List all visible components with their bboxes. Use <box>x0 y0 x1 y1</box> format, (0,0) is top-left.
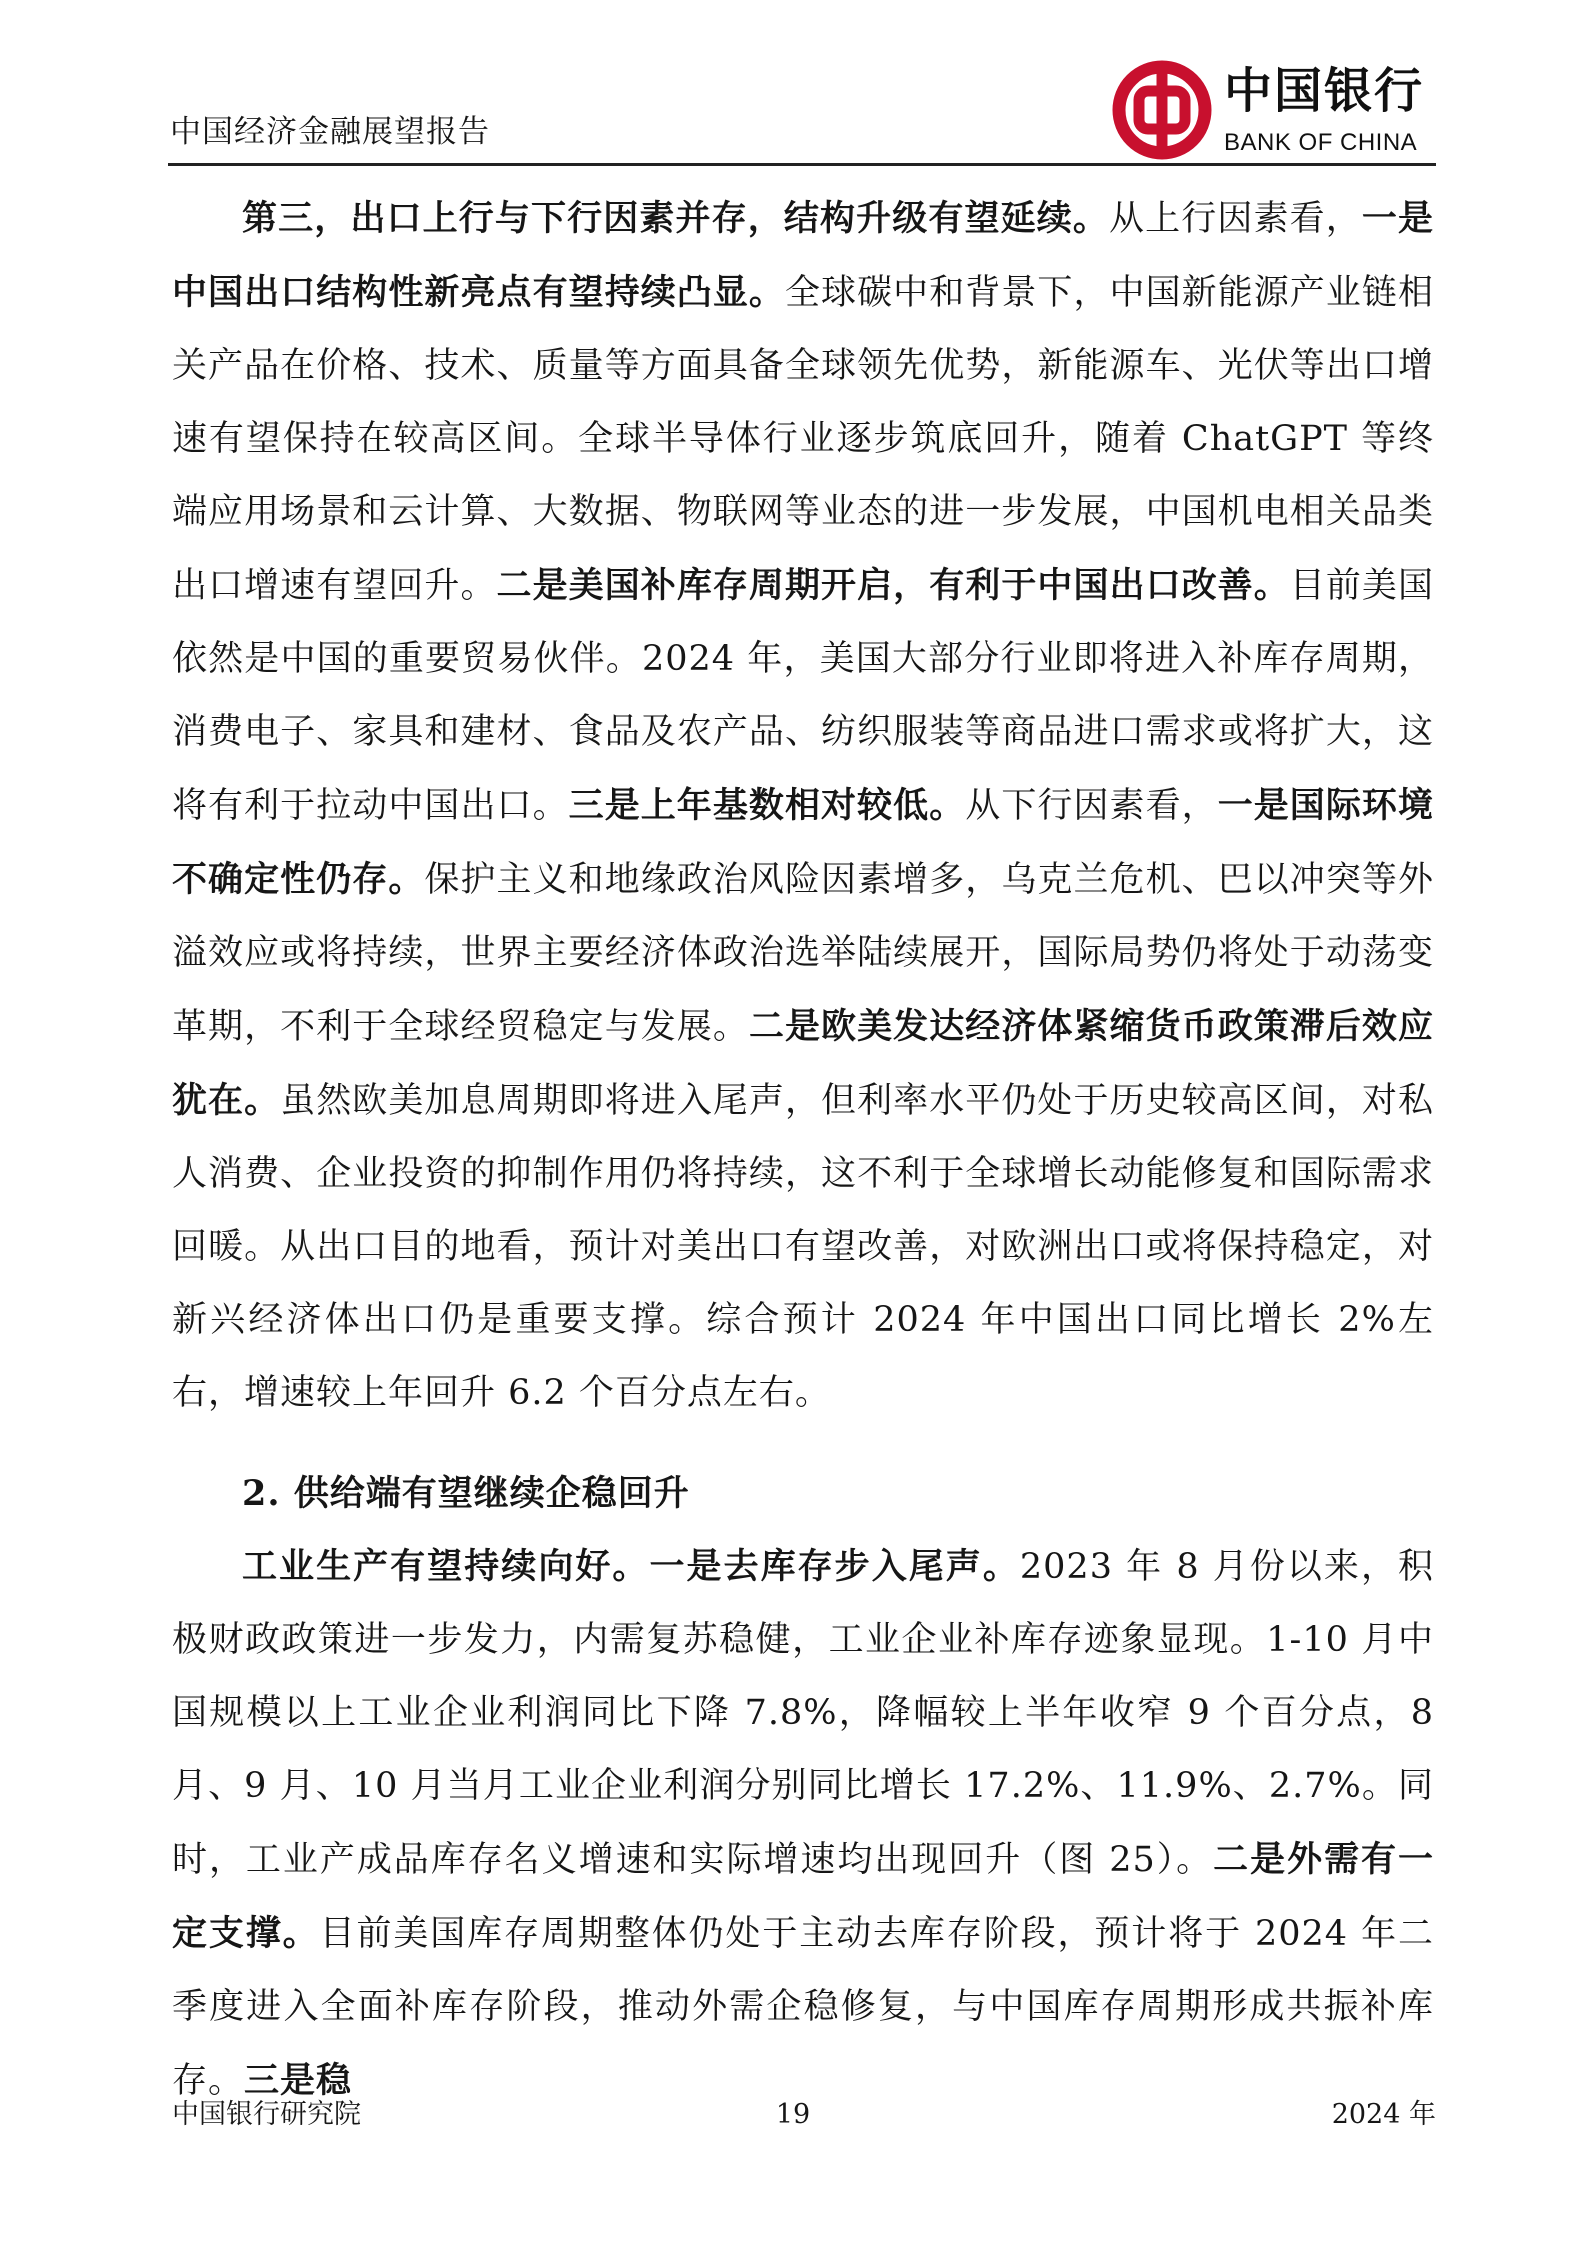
bank-of-china-emblem-icon <box>1112 60 1212 160</box>
text-run: 从下行因素看， <box>965 786 1218 826</box>
text-run: 目前美国库存周期整体仍处于主动去库存阶段，预计将于 2024 年二季度进入全面补库存阶段，推动外需企稳修复，与中国库存周期形成共振补库存。 <box>172 1914 1434 2101</box>
bank-name-chinese: 中国银行 <box>1224 63 1425 119</box>
header-divider <box>168 163 1436 166</box>
text-run-bold: 三是稳 <box>244 2060 353 2101</box>
report-title: 中国经济金融展望报告 <box>170 114 490 150</box>
text-run-bold: 工业生产有望持续向好。一是去库存步入尾声。 <box>242 1546 1020 1587</box>
text-run-bold: 第三，出口上行与下行因素并存，结构升级有望延续。 <box>242 198 1109 239</box>
bank-logo <box>1112 60 1425 164</box>
text-run: 保护主义和地缘政治风险因素增多，乌克兰危机、巴以冲突等外溢效应或将持续，世界主要经济体政治选举陆续展开，国际局势仍将处于动荡变革期，不利于全球经贸稳定与发展。 <box>172 860 1434 1047</box>
text-run-bold: 一是中国出口结构性新亮点有望持续凸显。 <box>172 198 1434 313</box>
paragraph-exports <box>172 182 1434 1430</box>
text-run: 从上行因素看， <box>1108 199 1362 239</box>
text-run-bold: 一是国际环境不确定性仍存。 <box>172 785 1434 900</box>
paragraph-supply <box>172 1530 1434 2118</box>
text-run: 全球碳中和背景下，中国新能源产业链相关产品在价格、技术、质量等方面具备全球领先优势，新能源车、光伏等出口增速有望保持在较高区间。全球半导体行业逐步筑底回升，随着 ChatGPT 等终端应用场景和云计算、大数据、物联网等业态的进一步发展，中国机电相关品类出口增速有望回升。 <box>172 273 1434 606</box>
text-run: 2023 年 8 月份以来，积极财政政策进一步发力，内需复苏稳健，工业企业补库存迹象显现。1-10 月中国规模以上工业企业利润同比下降 7.8%，降幅较上半年收窄 9 个百分点，8 月、9 月、10 月当月工业企业利润分别同比增长 17.2%、11.9%、2.7%。同时，工业产成品库存名义增速和实际增速均出现回升（图 25）。 <box>172 1547 1434 1880</box>
text-run-bold: 三是上年基数相对较低。 <box>568 785 966 826</box>
text-run-bold: 二是外需有一定支撑。 <box>172 1839 1434 1954</box>
text-run-bold: 二是美国补库存周期开启，有利于中国出口改善。 <box>496 565 1290 606</box>
text-run: 目前美国依然是中国的重要贸易伙伴。2024 年，美国大部分行业即将进入补库存周期，消费电子、家具和建材、食品及农产品、纺织服装等商品进口需求或将扩大，这将有利于拉动中国出口。 <box>172 566 1434 826</box>
report-body <box>172 182 1434 2118</box>
page-number: 19 <box>775 2099 811 2130</box>
bank-name-english: BANK OF CHINA <box>1224 129 1418 156</box>
section-heading: 2. 供给端有望继续企稳回升 <box>242 1473 690 1514</box>
footer-institution: 中国银行研究院 <box>172 2099 361 2130</box>
text-run-bold: 二是欧美发达经济体紧缩货币政策滞后效应犹在。 <box>172 1006 1434 1121</box>
text-run: 虽然欧美加息周期即将进入尾声，但利率水平仍处于历史较高区间，对私人消费、企业投资的抑制作用仍将持续，这不利于全球增长动能修复和国际需求回暖。从出口目的地看，预计对美出口有望改善，对欧洲出口或将保持稳定，对新兴经济体出口仍是重要支撑。综合预计 2024 年中国出口同比增长 2%左右，增速较上年回升 6.2 个百分点左右。 <box>172 1081 1434 1413</box>
footer-year: 2024 年 <box>1331 2099 1436 2130</box>
